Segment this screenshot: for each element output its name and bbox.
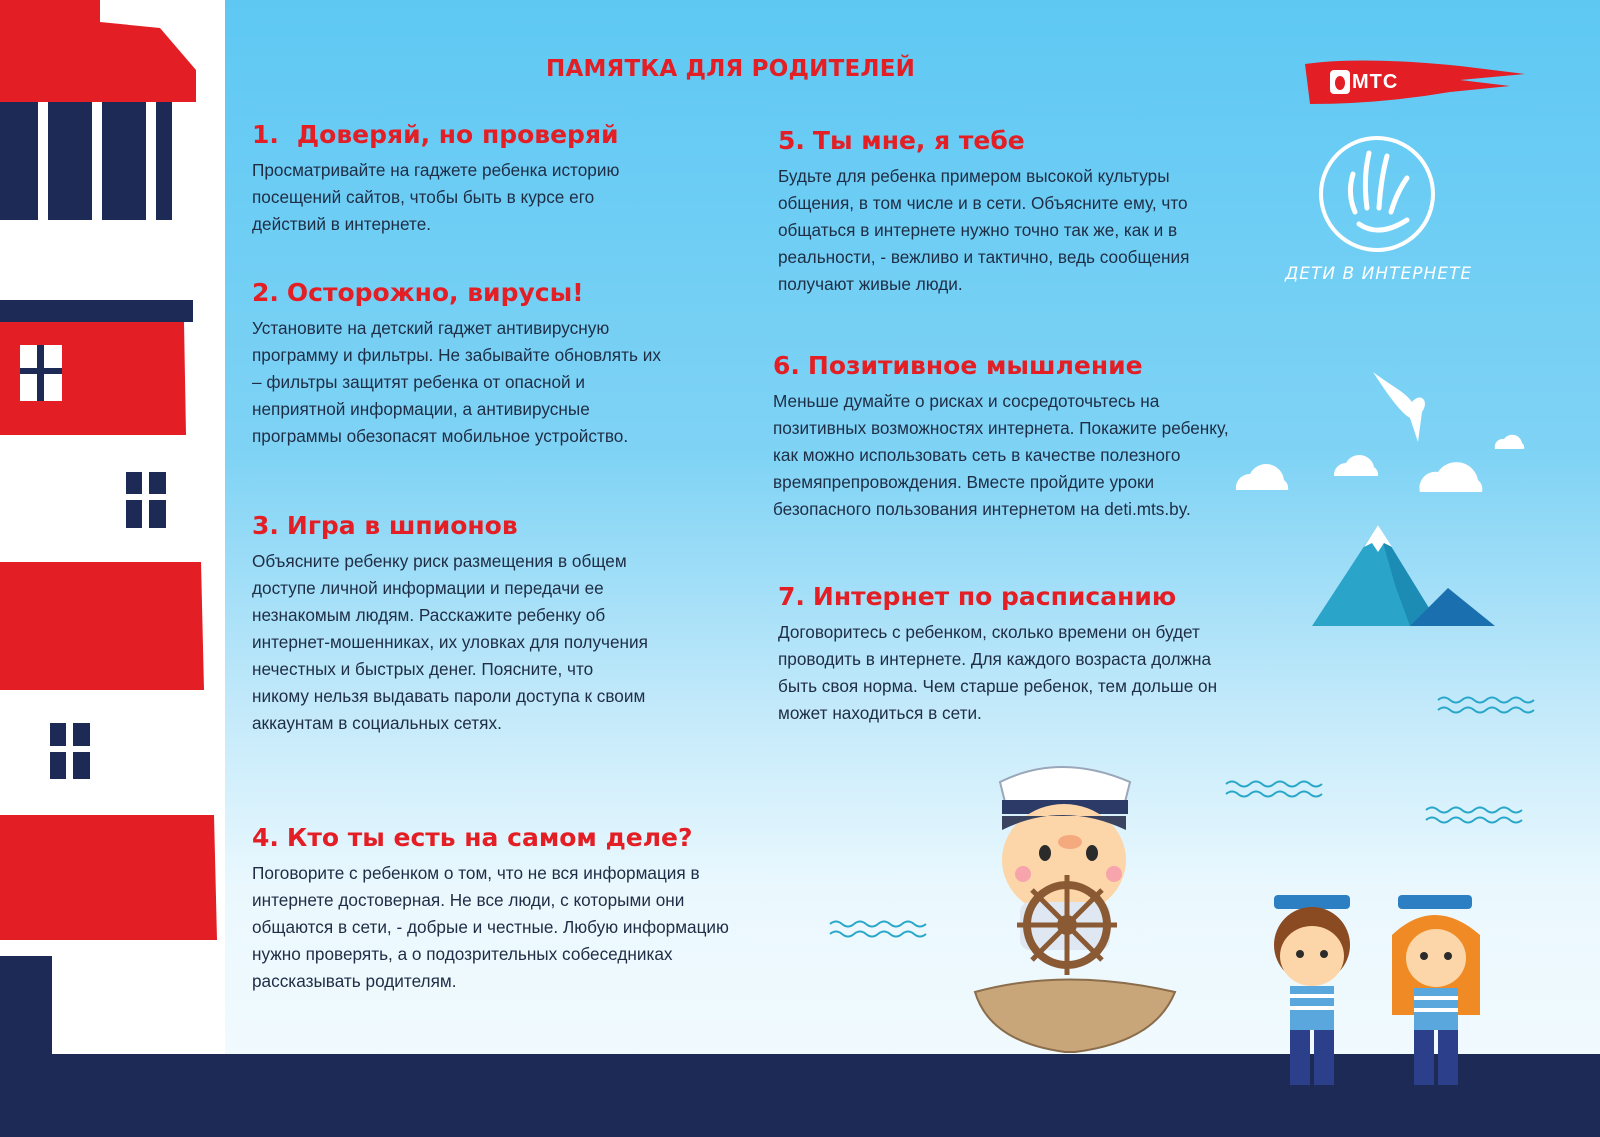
tip-body: Договоритесь с ребенком, сколько времени он будет проводить в интернете. Для каждого возраста должна быть своя норма. Чем старше ребенок, тем дольше он может находиться в сети. bbox=[778, 622, 1218, 723]
tip-body: Установите на детский гаджет антивирусную программу и фильтры. Не забывайте обновлять их – фильтры защитят ребенка от опасной и неприятной информации, а антивирусные программы обезопасят мобильное устройство. bbox=[252, 318, 661, 446]
lighthouse-window bbox=[50, 723, 90, 779]
tip-number: 5. bbox=[778, 126, 805, 155]
tip-number: 6. bbox=[773, 351, 800, 380]
lighthouse-window bbox=[126, 472, 166, 528]
tip-heading bbox=[778, 126, 1248, 155]
cloud-icon bbox=[1236, 435, 1524, 492]
tip-heading bbox=[252, 120, 662, 149]
tip-number: 1. bbox=[252, 120, 279, 149]
tip-title: Кто ты есть на самом деле? bbox=[286, 823, 693, 852]
tip-title: Позитивное мышление bbox=[807, 351, 1143, 380]
tip-title: Игра в шпионов bbox=[286, 511, 518, 540]
tip-title: Осторожно, вирусы! bbox=[286, 278, 584, 307]
tip-section-1 bbox=[252, 120, 662, 238]
tip-number: 7. bbox=[778, 582, 805, 611]
tip-heading bbox=[778, 582, 1248, 611]
tip-number: 3. bbox=[252, 511, 279, 540]
tip-body: Объясните ребенку риск размещения в общем доступе личной информации и передачи ее незнакомым людям. Расскажите ребенку об интернет-мошенниках, их уловках для получения нечестных и быстрых денег. Поясните, что никому нельзя выдавать пароли доступа к своим аккаунтам в социальных сетях. bbox=[252, 551, 648, 733]
tip-section-2 bbox=[252, 278, 662, 450]
hand-logo-icon bbox=[1315, 132, 1445, 257]
ground-strip bbox=[0, 1054, 1600, 1137]
tip-heading bbox=[252, 823, 742, 852]
tip-body: Будьте для ребенка примером высокой культуры общения, в том числе и в сети. Объясните ему, что общаться в интернете нужно точно так же, как и в реальности, - вежливо и тактично, ведь сообщения получают живые люди. bbox=[778, 166, 1190, 294]
tip-section-4 bbox=[252, 823, 742, 995]
captain-boy-illustration bbox=[975, 767, 1175, 1052]
waves-icon bbox=[830, 698, 1534, 937]
mts-logo bbox=[1300, 56, 1530, 116]
mts-logo-text: МТС bbox=[1352, 71, 1399, 93]
tip-number: 2. bbox=[252, 278, 279, 307]
tip-section-7 bbox=[778, 582, 1248, 727]
lighthouse-window bbox=[20, 345, 62, 401]
tip-body: Просматривайте на гаджете ребенка историю посещений сайтов, чтобы быть в курсе его действий в интернете. bbox=[252, 160, 620, 234]
page-title: ПАМЯТКА ДЛЯ РОДИТЕЛЕЙ bbox=[546, 56, 916, 82]
tip-heading bbox=[252, 511, 652, 540]
seagull-icon bbox=[1373, 372, 1425, 442]
tip-number: 4. bbox=[252, 823, 279, 852]
tip-section-6 bbox=[773, 351, 1243, 523]
tip-section-5 bbox=[778, 126, 1248, 298]
kids-program-label: ДЕТИ В ИНТЕРНЕТЕ bbox=[1285, 264, 1473, 284]
tip-section-3 bbox=[252, 511, 652, 737]
tip-body: Поговорите с ребенком о том, что не вся информация в интернете достоверная. Не все люди, с которыми они общаются в сети, - добрые и честные. Любую информацию нужно проверять, а о подозрительных собеседниках рассказывать родителям. bbox=[252, 863, 729, 991]
tip-heading bbox=[773, 351, 1243, 380]
tip-title: Ты мне, я тебе bbox=[812, 126, 1025, 155]
tip-heading bbox=[252, 278, 662, 307]
lighthouse-illustration bbox=[0, 0, 240, 1137]
mountain-icon bbox=[1312, 525, 1495, 626]
tip-body: Меньше думайте о рисках и сосредоточьтесь на позитивных возможностях интернета. Покажите ребенку, как можно использовать сеть в качестве полезного времяпрепровождения. Вместе пройдите уроки безопасного пользования интернетом на deti.mts.by. bbox=[773, 391, 1229, 519]
tip-title: Доверяй, но проверяй bbox=[296, 120, 619, 149]
tip-title: Интернет по расписанию bbox=[812, 582, 1177, 611]
